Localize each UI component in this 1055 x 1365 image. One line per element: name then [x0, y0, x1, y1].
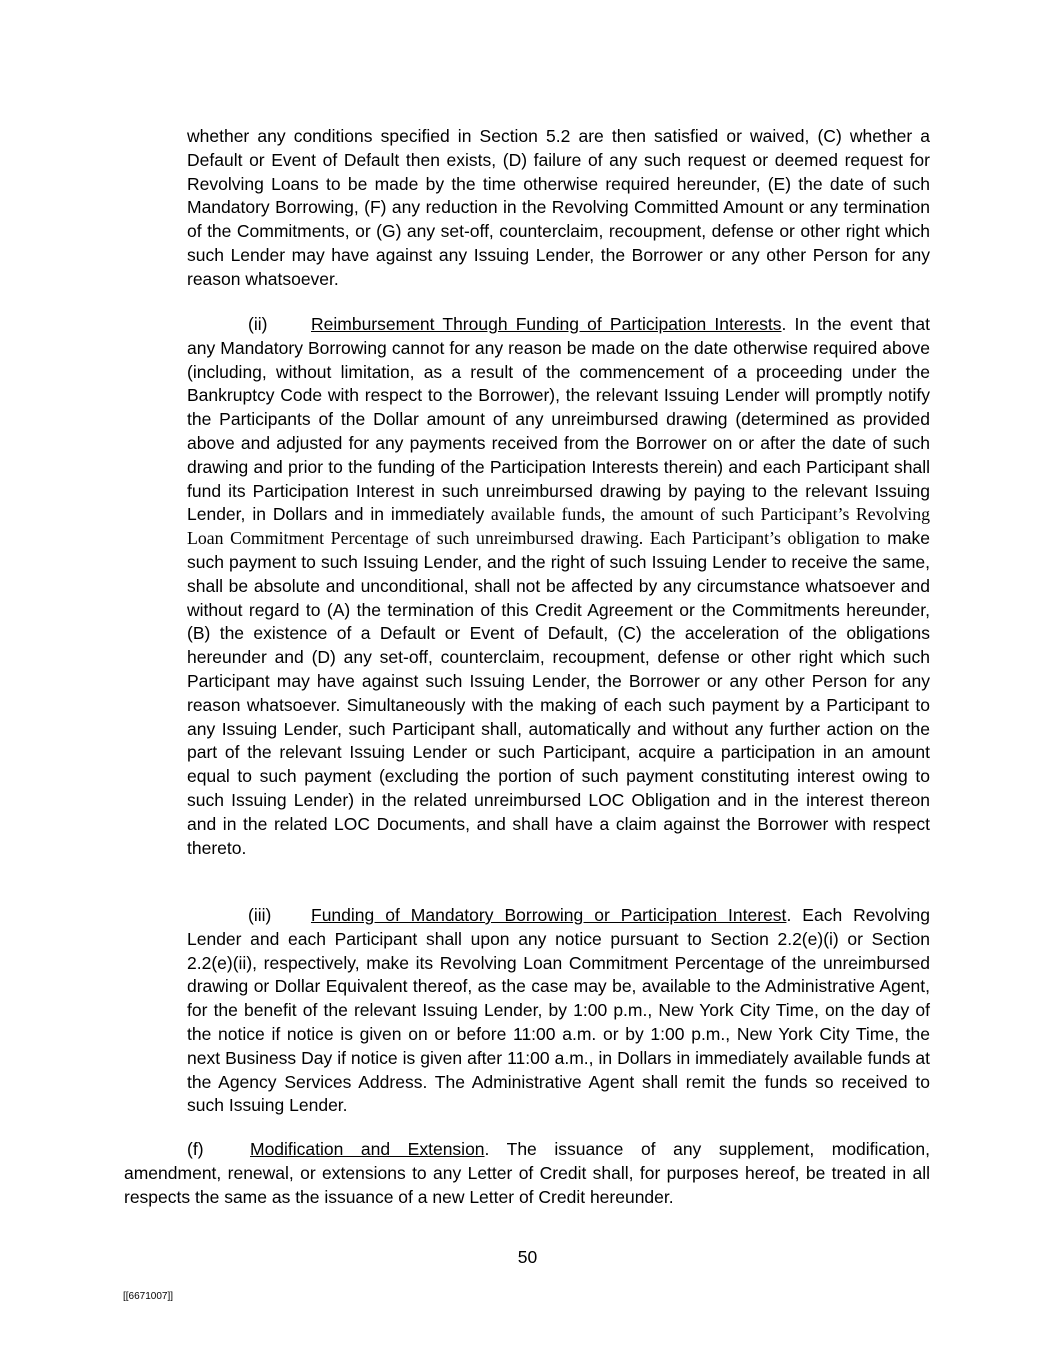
paragraph-ii-body-serif: available funds, the amount of such Participant’s Revolving Loan Commitment Percentage of such unreimbursed drawing. Each Participant’s obligation to [187, 504, 930, 549]
paragraph-iii [187, 904, 930, 1118]
paragraph-ii-body-a: . In the event that any Mandatory Borrowing cannot for any reason be made on the date otherwise required above (including, without limitation, as a result of the commencement of a proceeding under the Bankruptcy Code with respect to the Borrower), the relevant Issuing Lender will promptly notify the Participants of the Dollar amount of any unreimbursed drawing (determined as provided above and adjusted for any payments received from the Borrower on or after the date of such drawing and prior to the funding of the Participation Interests therein) and each Participant shall fund its Participation Interest in such unreimbursed drawing by paying to the relevant Issuing Lender, in Dollars and in immediately [187, 314, 930, 525]
document-id: [[6671007]] [123, 1291, 174, 1302]
paragraph-ii [187, 313, 930, 860]
paragraph-f [124, 1138, 930, 1209]
paragraph-iii-heading: Funding of Mandatory Borrowing or Participation Interest [311, 905, 787, 925]
paragraph-f-label: (f) [187, 1139, 204, 1159]
paragraph-ii-heading: Reimbursement Through Funding of Participation Interests [311, 314, 782, 334]
paragraph-iii-body: . Each Revolving Lender and each Participant shall upon any notice pursuant to Section 2.2(e)(i) or Section 2.2(e)(ii), respectively, make its Revolving Loan Commitment Percentage of the unreimbursed drawing or Dollar Equivalent thereof, as the case may be, available to the Administrative Agent, for the benefit of the relevant Issuing Lender, by 1:00 p.m., New York City Time, on the day of the notice if notice is given on or before 11:00 a.m. or by 1:00 p.m., New York City Time, the next Business Day if notice is given after 11:00 a.m., in Dollars in immediately available funds at the Agency Services Address. The Administrative Agent shall remit the funds so received to such Issuing Lender. [187, 905, 930, 1116]
paragraph-f-body: . The issuance of any supplement, modification, amendment, renewal, or extensions to any Letter of Credit shall, for purposes hereof, be treated in all respects the same as the issuance of a new Letter of Credit hereunder. [124, 1139, 930, 1207]
paragraph-f-heading: Modification and Extension [250, 1139, 485, 1159]
paragraph-iii-label: (iii) [248, 905, 272, 925]
paragraph-continuation: whether any conditions specified in Section 5.2 are then satisfied or waived, (C) whether a Default or Event of Default then exists, (D) failure of any such request or deemed request for Revolving Loans to be made by the time otherwise required hereunder, (E) the date of such Mandatory Borrowing, (F) any reduction in the Revolving Committed Amount or any termination of the Commitments, or (G) any set-off, counterclaim, recoupment, defense or other right which such Lender may have against any Issuing Lender, the Borrower or any other Person for any reason whatsoever. [187, 126, 930, 289]
page-number: 50 [517, 1247, 538, 1267]
paragraph-ii-label: (ii) [248, 314, 268, 334]
paragraph-ii-body-b: make such payment to such Issuing Lender, and the right of such Issuing Lender to receive the same, shall be absolute and unconditional, shall not be affected by any circumstance whatsoever and without regard to (A) the termination of this Credit Agreement or the Commitments hereunder, (B) the existence of a Default or Event of Default, (C) the acceleration of the obligations hereunder and (D) any set-off, counterclaim, recoupment, defense or other right which such Participant may have against such Issuing Lender, the Borrower or any other Person for any reason whatsoever. Simultaneously with the making of each such payment by a Participant to any Issuing Lender, such Participant shall, automatically and without any further action on the part of the relevant Issuing Lender or such Participant, acquire a participation in an amount equal to such payment (excluding the portion of such payment constituting interest owing to such Issuing Lender) in the related unreimbursed LOC Obligation and in the interest thereon and in the related LOC Documents, and shall have a claim against the Borrower with respect thereto. [187, 528, 931, 858]
